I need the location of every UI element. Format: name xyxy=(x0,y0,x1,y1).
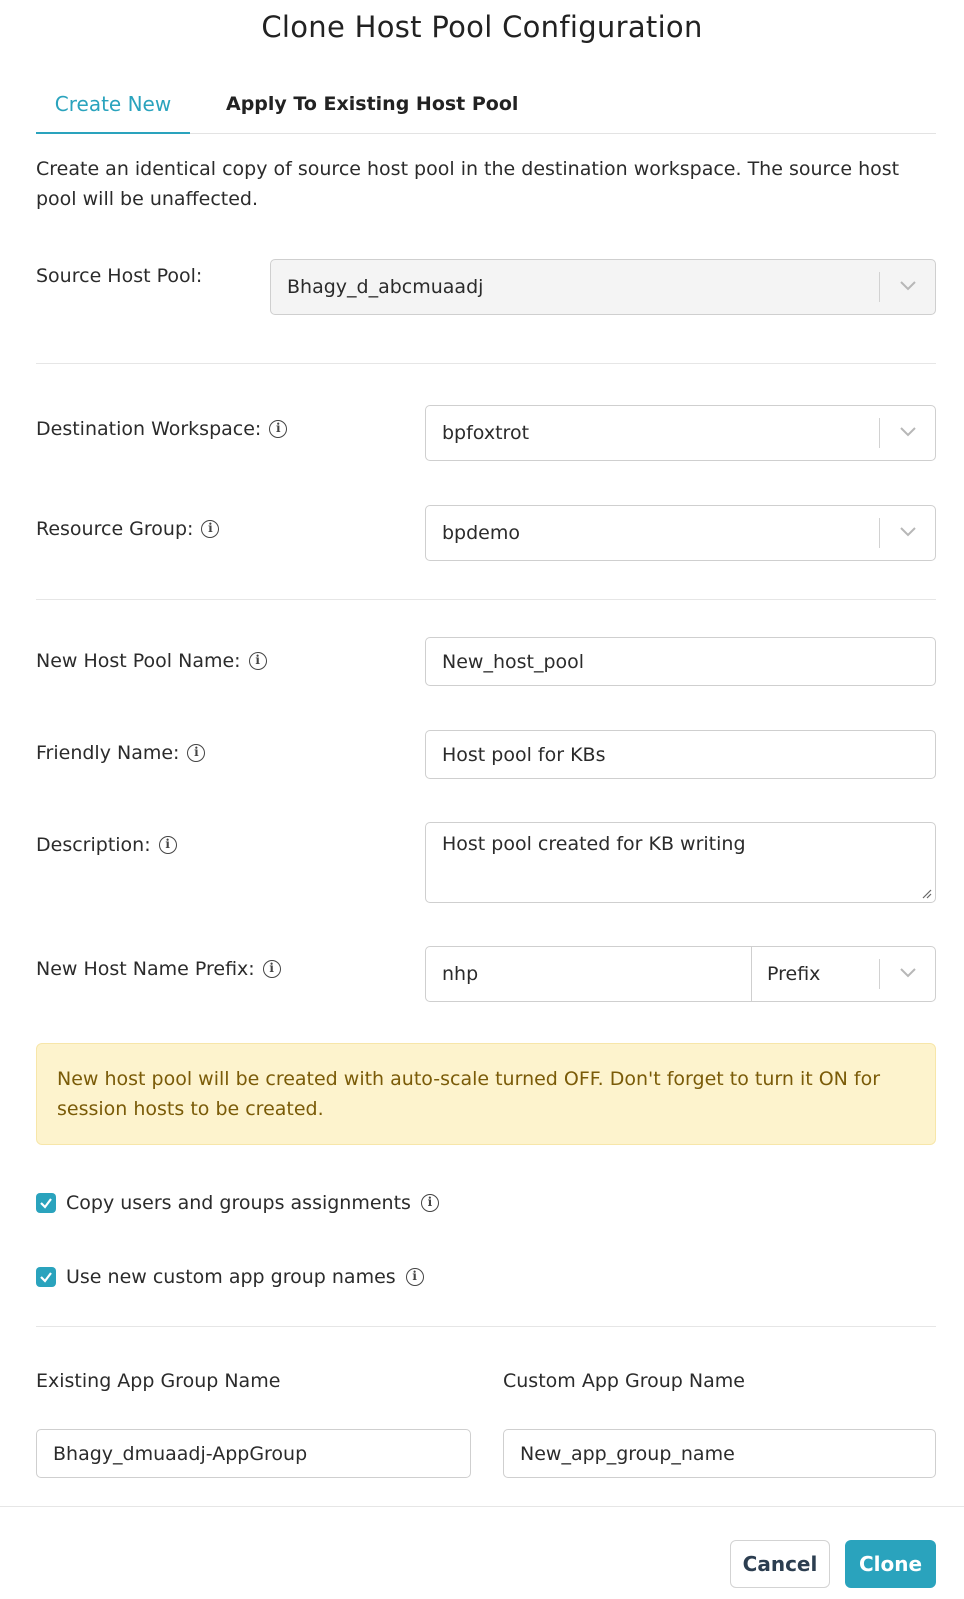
select-separator xyxy=(879,418,880,448)
resource-group-select[interactable] xyxy=(425,505,936,561)
new-host-pool-name-label-text: New Host Pool Name: xyxy=(36,650,241,672)
new-host-name-prefix-label-text: New Host Name Prefix: xyxy=(36,958,255,980)
select-separator xyxy=(879,518,880,548)
info-icon[interactable]: i xyxy=(159,836,177,854)
new-host-pool-name-input[interactable] xyxy=(425,637,936,686)
tab-create-new[interactable]: Create New xyxy=(36,84,190,134)
autoscale-warning-alert: New host pool will be created with auto-scale turned OFF. Don't forget to turn it ON for session hosts to be created. xyxy=(36,1043,936,1145)
info-icon[interactable]: i xyxy=(263,960,281,978)
custom-app-group-label: Use new custom app group names xyxy=(66,1266,396,1288)
copy-assignments-checkbox-row[interactable] xyxy=(36,1192,439,1214)
friendly-name-input[interactable] xyxy=(425,730,936,779)
new-host-pool-name-value: New_host_pool xyxy=(442,650,585,673)
source-host-pool-label-text: Source Host Pool: xyxy=(36,265,203,287)
prefix-mode-select[interactable] xyxy=(752,947,935,1001)
intro-text: Create an identical copy of source host pool in the destination workspace. The source host pool will be unaffected. xyxy=(36,158,900,210)
custom-app-group-input[interactable] xyxy=(503,1429,936,1478)
chevron-down-icon xyxy=(899,279,917,291)
chevron-down-icon xyxy=(899,966,917,978)
destination-workspace-label xyxy=(36,418,287,440)
info-icon[interactable]: i xyxy=(249,652,267,670)
resource-group-value: bpdemo xyxy=(442,522,521,544)
friendly-name-label xyxy=(36,742,205,764)
destination-workspace-select[interactable] xyxy=(425,405,936,461)
source-host-pool-value: Bhagy_d_abcmuaadj xyxy=(287,276,484,298)
dialog-title: Clone Host Pool Configuration xyxy=(261,10,703,44)
source-host-pool-label xyxy=(36,265,202,287)
custom-app-group-value: New_app_group_name xyxy=(520,1442,735,1465)
custom-app-group-header: Custom App Group Name xyxy=(503,1370,745,1392)
info-icon[interactable]: i xyxy=(269,420,287,438)
description-value: Host pool created for KB writing xyxy=(442,833,746,855)
friendly-name-label-text: Friendly Name: xyxy=(36,742,180,764)
destination-workspace-value: bpfoxtrot xyxy=(442,422,530,444)
footer-divider xyxy=(0,1506,964,1507)
clone-button[interactable]: Clone xyxy=(845,1540,936,1588)
check-icon xyxy=(39,1196,53,1210)
friendly-name-value: Host pool for KBs xyxy=(442,743,606,766)
host-name-prefix-value: nhp xyxy=(442,963,479,985)
cancel-button[interactable]: Cancel xyxy=(730,1540,830,1588)
description-label xyxy=(36,834,177,856)
resize-grip-icon[interactable] xyxy=(920,887,932,899)
check-icon xyxy=(39,1270,53,1284)
info-icon[interactable]: i xyxy=(421,1194,439,1212)
existing-app-group-header: Existing App Group Name xyxy=(36,1370,281,1392)
new-host-name-prefix-label xyxy=(36,958,281,980)
custom-app-group-checkbox-row[interactable] xyxy=(36,1266,424,1288)
info-icon[interactable]: i xyxy=(187,744,205,762)
existing-app-group-input[interactable] xyxy=(36,1429,471,1478)
destination-workspace-label-text: Destination Workspace: xyxy=(36,418,262,440)
copy-assignments-label: Copy users and groups assignments xyxy=(66,1192,411,1214)
select-separator xyxy=(879,272,880,302)
chevron-down-icon xyxy=(899,525,917,537)
section-divider xyxy=(36,363,936,364)
chevron-down-icon xyxy=(899,425,917,437)
host-name-prefix-input[interactable] xyxy=(426,947,752,1001)
resource-group-label-text: Resource Group: xyxy=(36,518,194,540)
description-textarea[interactable] xyxy=(425,822,936,903)
custom-app-group-checkbox[interactable] xyxy=(36,1267,56,1287)
section-divider xyxy=(36,599,936,600)
info-icon[interactable]: i xyxy=(406,1268,424,1286)
prefix-mode-value: Prefix xyxy=(767,963,821,985)
tab-apply-existing[interactable]: Apply To Existing Host Pool xyxy=(226,93,519,115)
tab-bar xyxy=(36,84,936,134)
source-host-pool-select[interactable] xyxy=(270,259,936,315)
new-host-pool-name-label xyxy=(36,650,267,672)
description-label-text: Description: xyxy=(36,834,151,856)
host-name-prefix-group xyxy=(425,946,936,1002)
resource-group-label xyxy=(36,518,219,540)
copy-assignments-checkbox[interactable] xyxy=(36,1193,56,1213)
select-separator xyxy=(879,959,880,989)
info-icon[interactable]: i xyxy=(201,520,219,538)
section-divider xyxy=(36,1326,936,1327)
existing-app-group-value: Bhagy_dmuaadj-AppGroup xyxy=(53,1442,308,1465)
